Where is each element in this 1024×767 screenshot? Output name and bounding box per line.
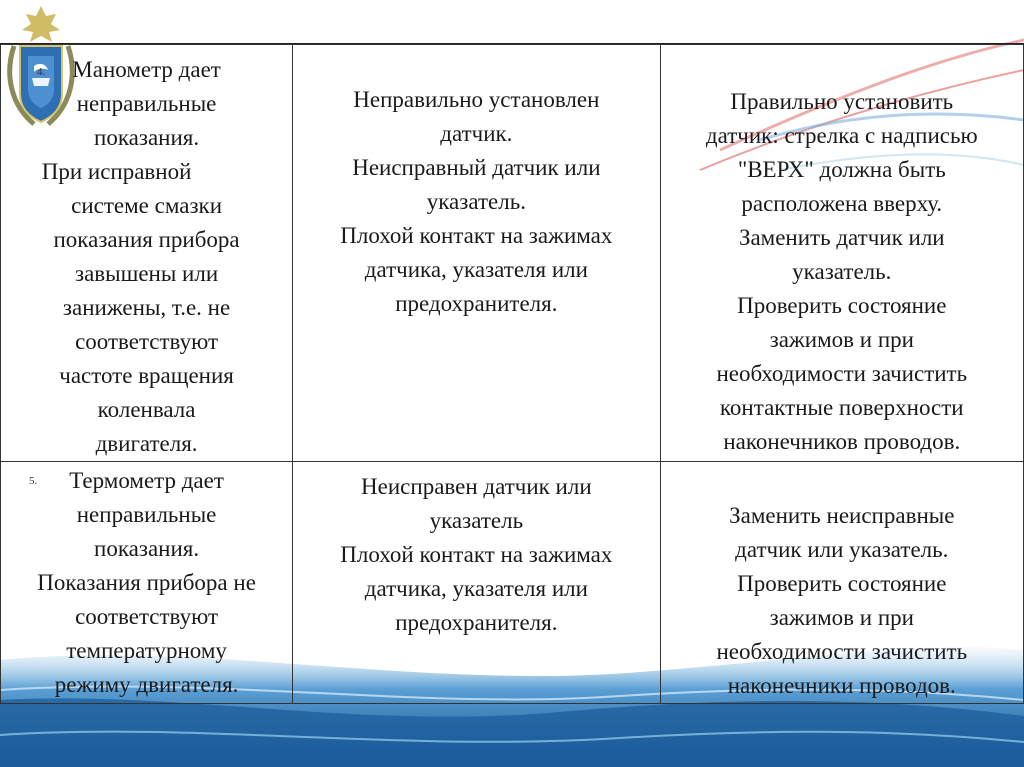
text-line: соответствуют — [75, 329, 219, 354]
cause-cell — [293, 45, 660, 462]
text-line: Термометр дает — [69, 468, 224, 493]
text-line: Заменить датчик или — [738, 225, 945, 250]
text-line: наконечники проводов. — [727, 673, 956, 698]
text-line: указатель — [429, 508, 524, 533]
row-number: 5. — [29, 475, 38, 487]
text-line: При исправной — [41, 159, 192, 184]
text-line: Заменить неисправные — [729, 503, 955, 528]
text-line: необходимости зачистить — [716, 361, 968, 386]
table-row — [1, 462, 1024, 704]
row-number: 4. — [37, 66, 46, 78]
text-line: предохранителя. — [395, 291, 558, 316]
text-line: занижены, т.е. не — [62, 295, 231, 320]
text-line: показания. — [94, 125, 200, 150]
text-line: Плохой контакт на зажимах — [340, 223, 613, 248]
text-line: Показания прибора не — [37, 570, 256, 595]
remedy-cell — [660, 45, 1023, 462]
text-line: Неисправен датчик или — [361, 474, 592, 499]
text-line: Неправильно установлен — [353, 87, 600, 112]
text-line: указатель. — [426, 189, 526, 214]
text-line: датчик. — [440, 121, 513, 146]
text-line: режиму двигателя. — [54, 672, 239, 697]
text-line: датчик или указатель. — [735, 537, 949, 562]
text-line: температурному — [66, 638, 227, 663]
text-line: датчик: стрелка с надписью — [705, 123, 978, 148]
text-line: Проверить состояние — [737, 571, 947, 596]
text-line: системе смазки — [71, 193, 223, 218]
text-line: частоте вращения — [59, 363, 234, 388]
fault-cell — [1, 45, 293, 462]
text-line: неправильные — [76, 502, 217, 527]
cause-cell — [293, 462, 660, 704]
text-line: Плохой контакт на зажимах — [340, 542, 613, 567]
text-line: датчика, указателя или — [364, 576, 588, 601]
text-line: контактные поверхности — [719, 395, 964, 420]
text-line: Неисправный датчик или — [352, 155, 601, 180]
text-line: "ВЕРХ" должна быть — [737, 157, 946, 182]
remedy-cell — [660, 462, 1023, 704]
text-line: коленвала — [97, 397, 196, 422]
text-line: расположена вверху. — [741, 191, 943, 216]
text-line: наконечников проводов. — [723, 429, 961, 454]
fault-cell — [1, 462, 293, 704]
faults-table — [0, 44, 1024, 704]
text-line: Правильно установить — [730, 89, 954, 114]
text-line: показания. — [94, 536, 200, 561]
text-line: завышены или — [75, 261, 219, 286]
text-line: зажимов и при — [769, 327, 914, 352]
text-line: двигателя. — [95, 431, 198, 456]
text-line: Манометр дает — [72, 57, 221, 82]
text-line: указатель. — [792, 259, 892, 284]
text-line: необходимости зачистить — [716, 639, 968, 664]
text-line: датчика, указателя или — [364, 257, 588, 282]
table-row — [1, 45, 1024, 462]
text-line: Проверить состояние — [737, 293, 947, 318]
text-line: показания прибора — [53, 227, 240, 252]
text-line: соответствуют — [75, 604, 219, 629]
text-line: неправильные — [76, 91, 217, 116]
text-line: предохранителя. — [395, 610, 558, 635]
text-line: зажимов и при — [769, 605, 914, 630]
